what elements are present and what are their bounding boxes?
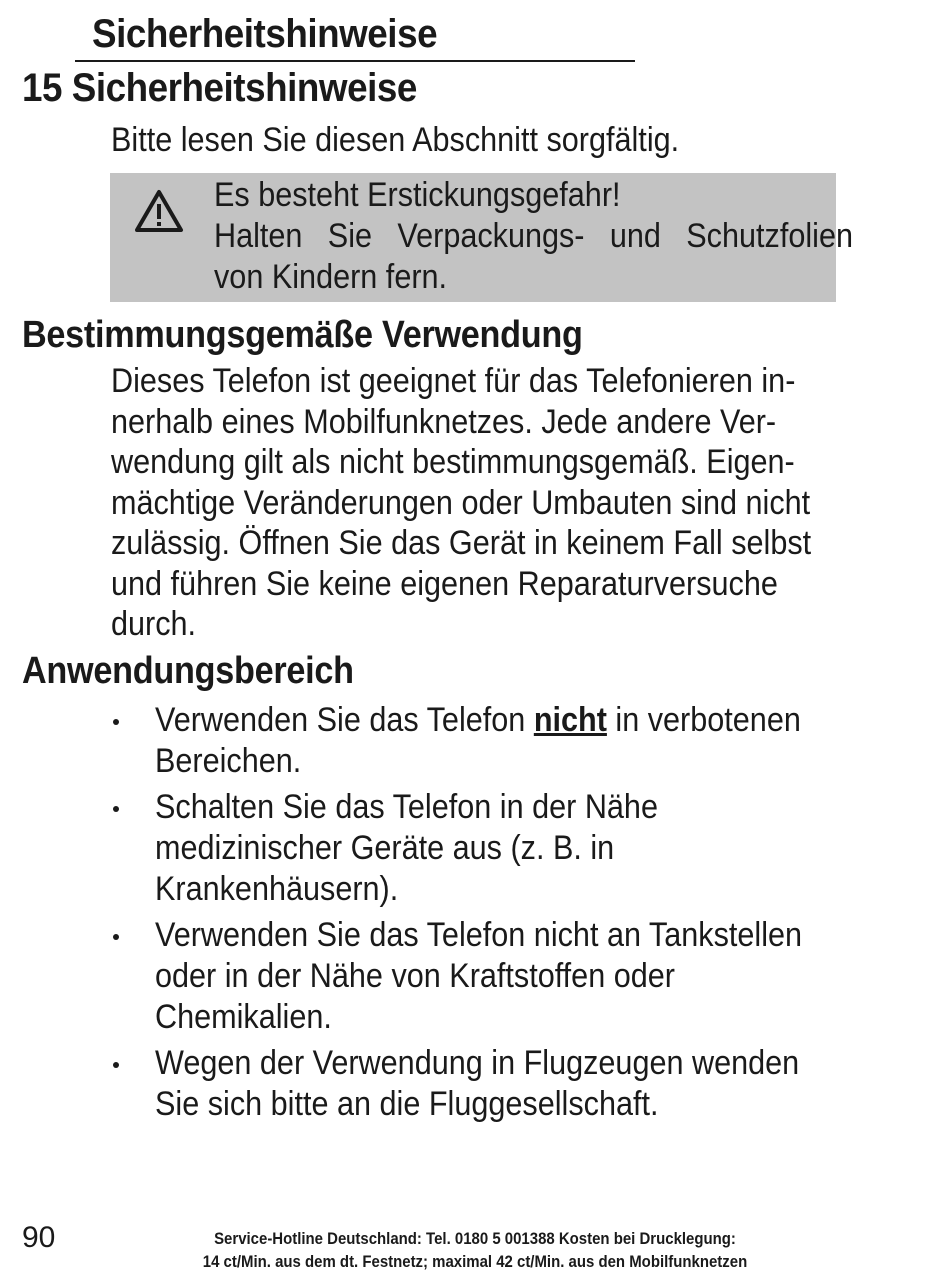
paragraph-line: und führen Sie keine eigenen Reparaturversuche <box>111 564 778 603</box>
emphasis-nicht: nicht <box>533 701 607 739</box>
paragraph-line: mächtige Veränderungen oder Umbauten sind nicht <box>111 483 811 522</box>
list-item <box>110 700 870 782</box>
heading-intended-use: Bestimmungsgemäße Verwendung <box>22 314 583 356</box>
bullet-text: Krankenhäusern). <box>155 870 399 908</box>
footer-hotline <box>140 1227 810 1273</box>
warning-word: Sie <box>327 217 373 255</box>
warning-line-2 <box>214 216 853 257</box>
section-title: 15 Sicherheitshinweise <box>22 66 417 110</box>
bullet-text: Bereichen. <box>155 742 302 780</box>
warning-box <box>110 173 853 302</box>
warning-line-3: von Kindern fern. <box>214 258 448 296</box>
list-item <box>110 915 870 1038</box>
footer-line-1: Service-Hotline Deutschland: Tel. 0180 5 001388 Kosten bei Drucklegung: <box>214 1229 736 1248</box>
bullet-text: Wegen der Verwendung in Flugzeugen wenden <box>155 1044 800 1082</box>
bullet-text: Verwenden Sie das Telefon <box>155 701 534 739</box>
paragraph-line: nerhalb eines Mobilfunknetzes. Jede andere Ver- <box>111 402 777 441</box>
bullet-text: Chemikalien. <box>155 998 332 1036</box>
bullet-text: Sie sich bitte an die Fluggesellschaft. <box>155 1085 659 1123</box>
bullet-dot-icon <box>113 1062 119 1068</box>
page-number: 90 <box>22 1221 56 1254</box>
footer-line-2: 14 ct/Min. aus dem dt. Festnetz; maximal 42 ct/Min. aus den Mobilfunknetzen <box>202 1252 748 1271</box>
section-intro: Bitte lesen Sie diesen Abschnitt sorgfältig. <box>111 121 680 159</box>
warning-triangle-icon <box>134 189 184 233</box>
bullet-text: Schalten Sie das Telefon in der Nähe <box>155 788 658 826</box>
paragraph-line: zulässig. Öffnen Sie das Gerät in keinem Fall selbst <box>111 524 812 562</box>
warning-word: Schutzfolien <box>686 217 853 255</box>
paragraph-line: wendung gilt als nicht bestimmungsgemäß. Eigen- <box>111 443 795 481</box>
paragraph-line: durch. <box>111 605 197 643</box>
bullet-dot-icon <box>113 719 119 725</box>
paragraph-line: Dieses Telefon ist geeignet für das Telefonieren in- <box>111 362 796 400</box>
bullet-text: in verbotenen <box>606 701 801 739</box>
list-item <box>110 1043 870 1125</box>
header-rule <box>75 60 635 62</box>
warning-word: Verpackungs- <box>397 217 585 255</box>
bullet-dot-icon <box>113 806 119 812</box>
bullet-text: Verwenden Sie das Telefon nicht an Tankstellen <box>155 916 803 954</box>
running-header-title: Sicherheitshinweise <box>92 12 438 56</box>
warning-text <box>214 175 853 298</box>
intended-use-paragraph <box>111 361 811 645</box>
bullet-text: medizinischer Geräte aus (z. B. in <box>155 829 615 867</box>
warning-word: Halten <box>214 217 303 255</box>
bullet-dot-icon <box>113 934 119 940</box>
bullet-text: oder in der Nähe von Kraftstoffen oder <box>155 957 675 995</box>
warning-line-1: Es besteht Erstickungsgefahr! <box>214 176 621 214</box>
scope-bullet-list <box>110 700 870 1125</box>
warning-word: und <box>609 217 661 255</box>
list-item <box>110 787 870 910</box>
heading-scope: Anwendungsbereich <box>22 650 354 692</box>
